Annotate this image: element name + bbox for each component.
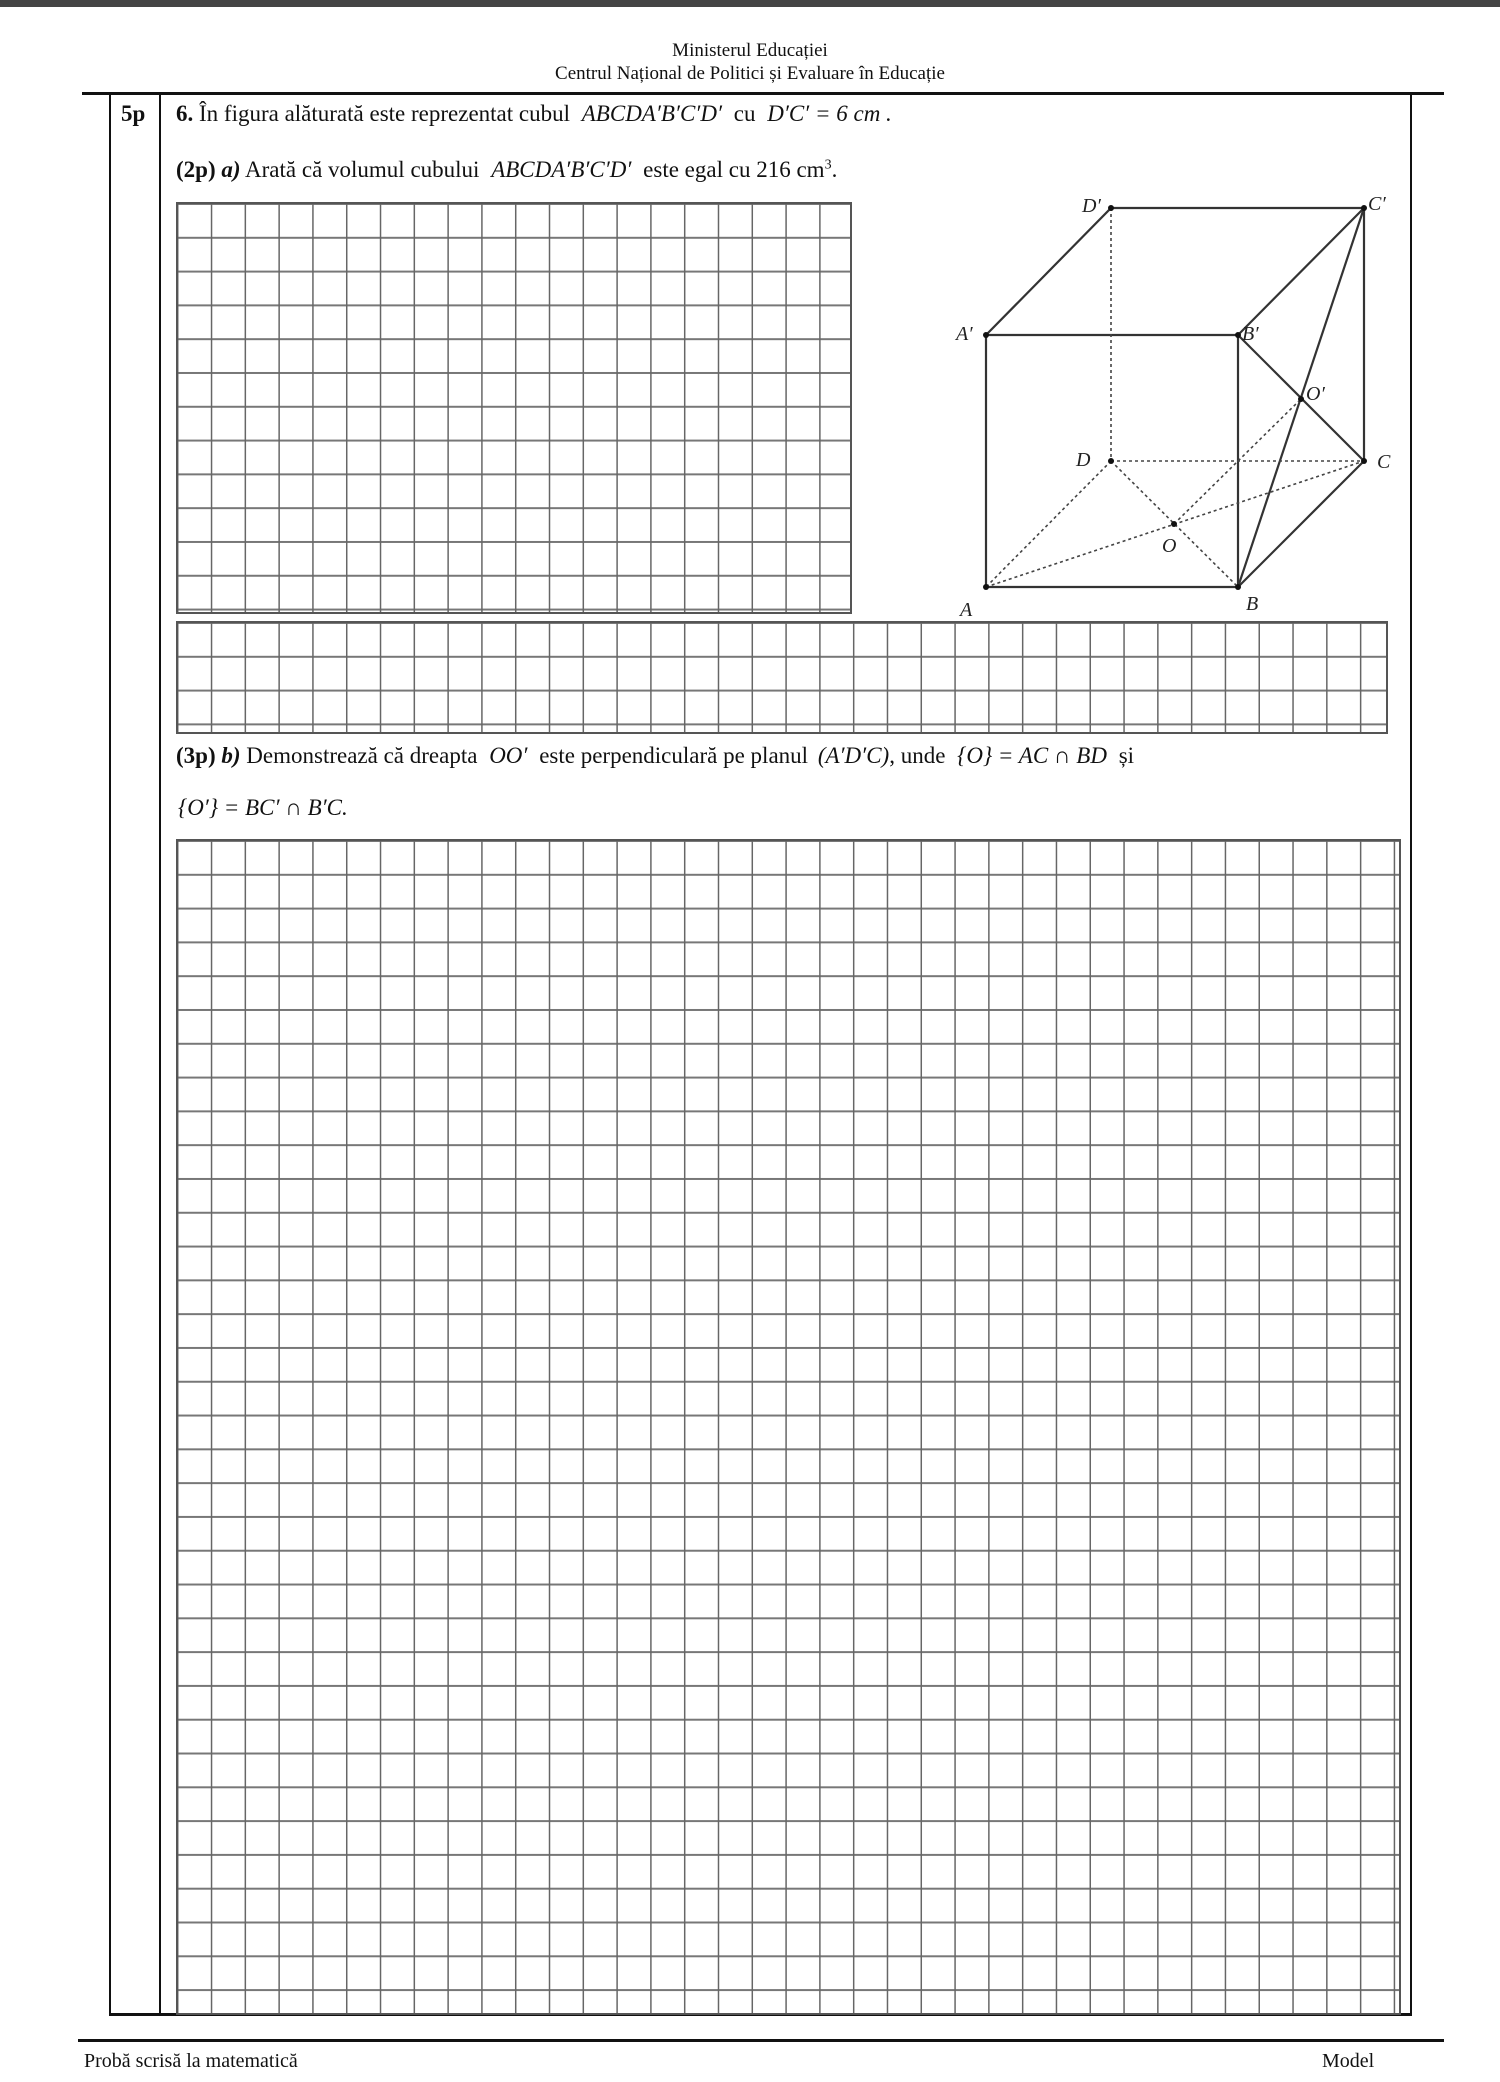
header-ministry: Ministerul Educației — [672, 40, 828, 61]
label-D-prime: D′ — [1082, 195, 1101, 217]
part-a-exponent: 3 — [824, 157, 832, 173]
part-b-line: OO′ — [489, 743, 528, 768]
footer-rule — [78, 2039, 1444, 2042]
part-b-si: și — [1118, 743, 1135, 768]
part-a-value: 216 cm — [756, 157, 825, 182]
part-b-text3: , unde — [889, 743, 946, 768]
part-b-condition-2: {O′} = BC′ ∩ B′C. — [178, 795, 348, 820]
label-O: O — [1162, 535, 1177, 557]
part-b-plane: (A′D′C) — [817, 743, 890, 768]
part-a-cube: ABCDA′B′C′D′ — [491, 157, 632, 182]
cube-name: ABCDA′B′C′D′ — [581, 101, 722, 126]
cu-text: cu — [733, 101, 756, 126]
part-b-text2: este perpendiculară pe planul — [539, 743, 809, 768]
label-A-prime: A′ — [956, 323, 973, 345]
given-length: D′C′ = 6 cm . — [767, 101, 892, 126]
label-B: B — [1246, 593, 1259, 615]
part-b — [176, 743, 1134, 769]
label-D: D — [1076, 449, 1091, 471]
points-total: 5p — [121, 101, 146, 126]
part-a-text: Arată că volumul cubului — [245, 157, 480, 182]
footer-model: Model — [1322, 2050, 1375, 2072]
cube-figure — [0, 0, 1500, 700]
part-a-text2: este egal cu — [643, 157, 751, 182]
label-C-prime: C′ — [1368, 193, 1386, 215]
part-b-points: (3p) — [176, 743, 216, 768]
header-center: Centrul Național de Politici și Evaluare în Educație — [555, 63, 945, 84]
answer-grid-b[interactable] — [176, 839, 1401, 2015]
label-A: A — [960, 599, 973, 621]
part-b-text: Demonstrează că dreapta — [246, 743, 478, 768]
statement-text: În figura alăturată este reprezentat cubul — [199, 101, 570, 126]
part-a-points: (2p) — [176, 157, 216, 182]
part-b-condition-1: {O} = AC ∩ BD — [957, 743, 1107, 768]
part-b-label: b) — [221, 743, 241, 768]
footer-exam-name: Probă scrisă la matematică — [84, 2050, 298, 2072]
label-C: C — [1377, 451, 1391, 473]
problem-number: 6. — [176, 101, 194, 126]
label-B-prime: B′ — [1242, 323, 1259, 345]
part-a-label: a) — [221, 157, 241, 182]
part-a-end: . — [831, 157, 838, 182]
label-O-prime: O′ — [1306, 383, 1325, 405]
